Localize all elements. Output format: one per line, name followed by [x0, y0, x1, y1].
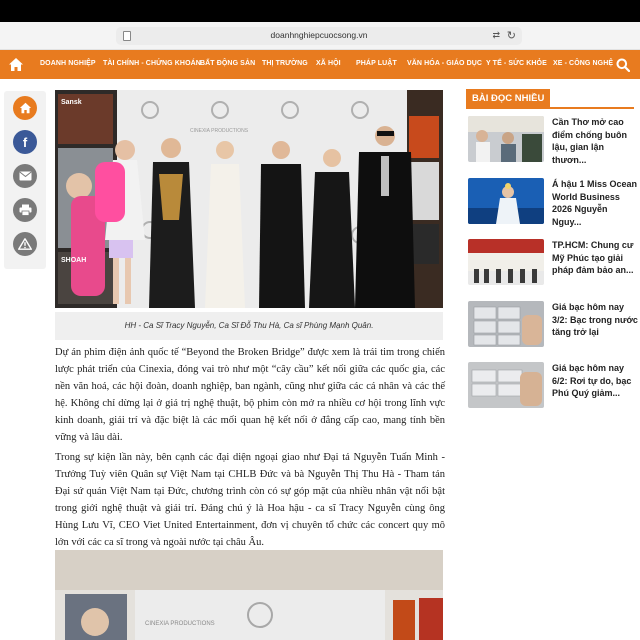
event-photo: [55, 90, 443, 308]
address-url: doanhnghiepcuocsong.vn: [270, 30, 368, 40]
popular-item-title[interactable]: Giá bạc hôm nay 3/2: Bạc trong nước tăng trở lại: [552, 302, 638, 337]
popular-item[interactable]: [468, 116, 636, 164]
share-home-button[interactable]: [13, 96, 37, 120]
share-email-button[interactable]: [13, 164, 37, 188]
nav-item-xe-cong-nghe[interactable]: XE - CÔNG NGHỆ: [553, 60, 614, 67]
translate-icon[interactable]: ⇄: [492, 30, 500, 40]
nav-item-bat-dong-san[interactable]: BẤT ĐỘNG SẢN: [200, 60, 256, 67]
share-sidebar: [4, 91, 46, 269]
warning-icon: [18, 238, 32, 250]
share-facebook-button[interactable]: [13, 130, 37, 154]
popular-item-thumbnail[interactable]: [468, 178, 544, 224]
nav-item-van-hoa[interactable]: VĂN HÓA - GIÁO DỤC: [407, 60, 483, 67]
poster-text: Sansk: [61, 99, 82, 106]
share-report-button[interactable]: [13, 232, 37, 256]
popular-item[interactable]: [468, 362, 636, 410]
popular-item-title[interactable]: TP.HCM: Chung cư Mỹ Phúc tạo giải pháp đảm bảo an...: [552, 240, 634, 275]
device-status-bar: [0, 0, 640, 22]
popular-heading-label: BÀI ĐỌC NHIỀU: [466, 89, 550, 108]
address-bar[interactable]: [116, 27, 522, 45]
facebook-icon: f: [22, 134, 28, 150]
search-icon[interactable]: [616, 58, 630, 72]
nav-item-tai-chinh[interactable]: TÀI CHÍNH - CHỨNG KHOÁN: [103, 60, 201, 67]
article-paragraph: Dự án phim điện ảnh quốc tế “Beyond the Broken Bridge” được xem là trái tim trong chiến lược phát triển của Cinexia, đóng vai trò như một “cây cầu” kết nối giữa các quốc gia, các nền văn hoá, các hội đoàn, doanh nghiệp, ban ngành, cũng như giữa các cá nhân và các thế hệ. Không chỉ dừng lại ở giá trị nghệ thuật, bộ phim còn mở ra nhiều cơ hội trong lĩnh vực kinh doanh, giải trí và đặc biệt là các mối quan hệ kết nối ở đẳng cấp cao, mang tính bền vững và lâu dài.: [55, 347, 445, 443]
nav-item-xa-hoi[interactable]: XÃ HỘI: [316, 60, 341, 67]
nav-item-thi-truong[interactable]: THỊ TRƯỜNG: [262, 60, 308, 67]
popular-item-title[interactable]: Giá bạc hôm nay 6/2: Rơi tự do, bạc Phú Quý giảm...: [552, 363, 632, 398]
browser-toolbar: [0, 22, 640, 50]
home-icon[interactable]: [8, 57, 24, 72]
main-nav: [0, 50, 640, 79]
popular-heading: [466, 88, 550, 108]
nav-item-phap-luat[interactable]: PHÁP LUẬT: [356, 60, 397, 67]
popular-item[interactable]: [468, 178, 636, 226]
photo-caption-box: [55, 312, 443, 340]
nav-item-doanh-nghiep[interactable]: DOANH NGHIỆP: [40, 60, 96, 67]
home-icon: [19, 102, 32, 114]
event-photo-2: [55, 550, 443, 640]
popular-heading-underline: [466, 107, 634, 109]
popular-item-thumbnail[interactable]: [468, 301, 544, 347]
popular-item-title[interactable]: Á hậu 1 Miss Ocean World Business 2026 Nguyễn Nguy...: [552, 179, 638, 227]
printer-icon: [19, 204, 32, 216]
photo-caption: HH - Ca Sĩ Tracy Nguyễn, Ca Sĩ Đỗ Thu Hà, Ca sĩ Phùng Mạnh Quân.: [124, 321, 374, 330]
popular-item-thumbnail[interactable]: [468, 116, 544, 162]
banner-text: CINEXIA PRODUCTIONS: [145, 621, 215, 627]
reload-icon[interactable]: ↻: [506, 30, 516, 42]
envelope-icon: [19, 171, 32, 181]
poster-text: SHOAH: [61, 257, 87, 264]
popular-item[interactable]: [468, 301, 636, 349]
popular-item-title[interactable]: Cần Thơ mở cao điểm chống buôn lậu, gian lận thươn...: [552, 117, 627, 165]
popular-item[interactable]: [468, 239, 636, 287]
share-print-button[interactable]: [13, 198, 37, 222]
nav-item-y-te[interactable]: Y TẾ - SỨC KHỎE: [486, 60, 547, 67]
article-photo-secondary: [55, 550, 443, 640]
article-photo-main: [55, 90, 443, 308]
banner-text: CINEXIA PRODUCTIONS: [190, 128, 249, 134]
popular-item-thumbnail[interactable]: [468, 239, 544, 285]
article-paragraph: Trong sự kiện lần này, bên cạnh các đại diện ngoại giao như Đại tá Nguyễn Tuấn Minh - Trưởng Tuỳ viên Quân sự Việt Nam tại CHLB Đức và bà Nguyễn Thị Thu Hà - Tham tán Đại sứ quán Việt Nam tại Đức, chương trình còn có sự góp mặt của nhiều nhân vật nổi bật trong giới nghệ thuật và giải trí. Đáng chú ý là Hoa hậu - ca sĩ Tracy Nguyễn cùng ông Hùng Lưu Vĩ, CEO Viet United Entertainment, đơn vị chuyên tổ chức các concert quy mô lớn với các ca sĩ trong và ngoài nước tại châu Âu.: [55, 452, 445, 548]
popular-item-thumbnail[interactable]: [468, 362, 544, 408]
